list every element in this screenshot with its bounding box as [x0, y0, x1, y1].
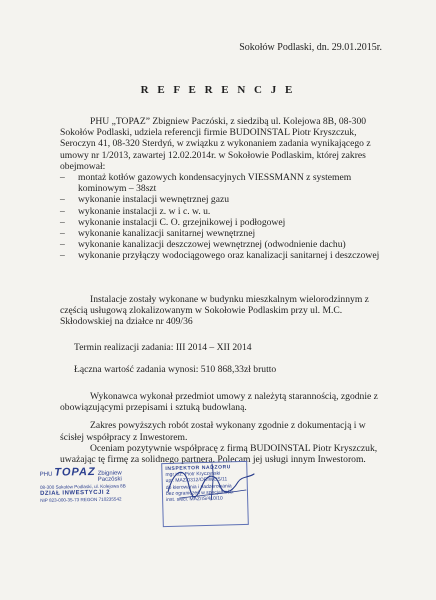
document-title: R E F E R E N C J E	[140, 84, 296, 96]
stamp-prefix: PHU	[39, 471, 53, 478]
term-line: Termin realizacji zadania: III 2014 – XII 2014	[74, 342, 252, 353]
inspector-stamp-line: inst. sieci. MAZ/IŚ/410/10	[166, 495, 223, 504]
company-stamp	[40, 465, 145, 513]
closing-paragraph: Oceniam pozytywnie współpracę z firmą BUDOINSTAL Piotr Kryszczuk, uważając tę firmę za solidnego partnera. Polecam jej usługi innym Inwestorom.	[60, 442, 378, 466]
place-date: Sokołów Podlaski, dn. 29.01.2015r.	[239, 42, 382, 53]
inspector-stamp-line: do kierowania i nadzorowania	[165, 482, 232, 491]
stamp-owner: Zbigniew Paczóski	[97, 470, 122, 483]
inspector-stamp-line: INSPEKTOR NADZORU	[165, 464, 232, 473]
stamp-address: 08-300 Sokołów Podlaski, ul. Kolejowa 8B	[39, 483, 126, 490]
scope-item	[60, 228, 390, 239]
handwritten-signature	[150, 452, 260, 522]
list-dash: –	[60, 216, 65, 228]
stamp-ids: NIP 823-000-35-73 REGON 710235542	[40, 496, 122, 503]
inspector-stamp-line: mgr inż. Piotr Kryczynski	[165, 470, 221, 479]
list-dash: –	[60, 172, 65, 183]
scope-item-text: wykonanie kanalizacji sanitarnej wewnętrznej	[78, 228, 256, 240]
installations-paragraph: Instalacje zostały wykonane w budynku mieszkalnym wielorodzinnym z częścią usługową zlokalizowanym w Sokołowie Podlaskim przy ul. M.C. Skłodowskiej na działce nr 409/36	[60, 294, 369, 328]
scope-item	[60, 172, 390, 194]
scope-item-text: wykonanie przyłączy wodociągowego oraz kanalizacji sanitarnej i deszczowej	[78, 250, 380, 262]
closing-paragraph: Zakres powyższych robót został wykonany zgodnie z dokumentacją i w ścisłej współpracy z Inwestorem.	[60, 420, 366, 443]
list-dash: –	[60, 205, 65, 217]
list-dash: –	[60, 194, 65, 206]
stamp-brand: TOPAZ	[54, 465, 96, 479]
scope-item-text: montaż kotłów gazowych kondensacyjnych VIESSMANN z systemem kominowym – 38szt	[78, 172, 352, 195]
inspector-stamp-line: bez ograniczeń w specjalności	[165, 489, 234, 497]
inspector-stamp-line: upr. MAZ/0312/ORIWOŚ/11	[165, 476, 228, 485]
scope-item	[60, 250, 390, 261]
stamp-department: DZIAŁ INWESTYCJI 2	[40, 489, 111, 497]
scope-item-text: wykonanie instalacji C. O. grzejnikowej i podłogowej	[78, 216, 286, 228]
scope-item-text: wykonanie instalacji z. w i c. w. u.	[78, 205, 211, 217]
scope-item-text: wykonanie instalacji wewnętrznej gazu	[78, 194, 230, 206]
list-dash: –	[60, 228, 65, 240]
scope-item	[60, 194, 390, 205]
scope-item-text: wykonanie kanalizacji deszczowej wewnętrznej (odwodnienie dachu)	[78, 239, 346, 251]
list-dash: –	[60, 250, 65, 262]
total-value-line: Łączna wartość zadania wynosi: 510 868,33zł brutto	[74, 364, 277, 375]
scope-list	[60, 172, 390, 262]
scope-item	[60, 239, 390, 250]
scope-item	[60, 206, 390, 217]
intro-paragraph: PHU „TOPAZ” Zbigniew Paczóski, z siedzibą ul. Kolejowa 8B, 08-300 Sokołów Podlaski, udziela referencji firmie BUDOINSTAL Piotr Kryszczuk, Seroczyn 41, 08-320 Sterdyń, w związku z wykonaniem zadania wynikającego z umowy nr 1/2013, zawartej 12.02.2014r. w Sokołowie Podlaskim, której zakres obejmował:	[60, 116, 371, 172]
list-dash: –	[60, 239, 65, 251]
scope-item	[60, 217, 390, 228]
closing-paragraph: Wykonawca wykonał przedmiot umowy z należytą starannością, zgodnie z obowiązującymi przepisami i sztuką budowlaną.	[60, 391, 378, 414]
